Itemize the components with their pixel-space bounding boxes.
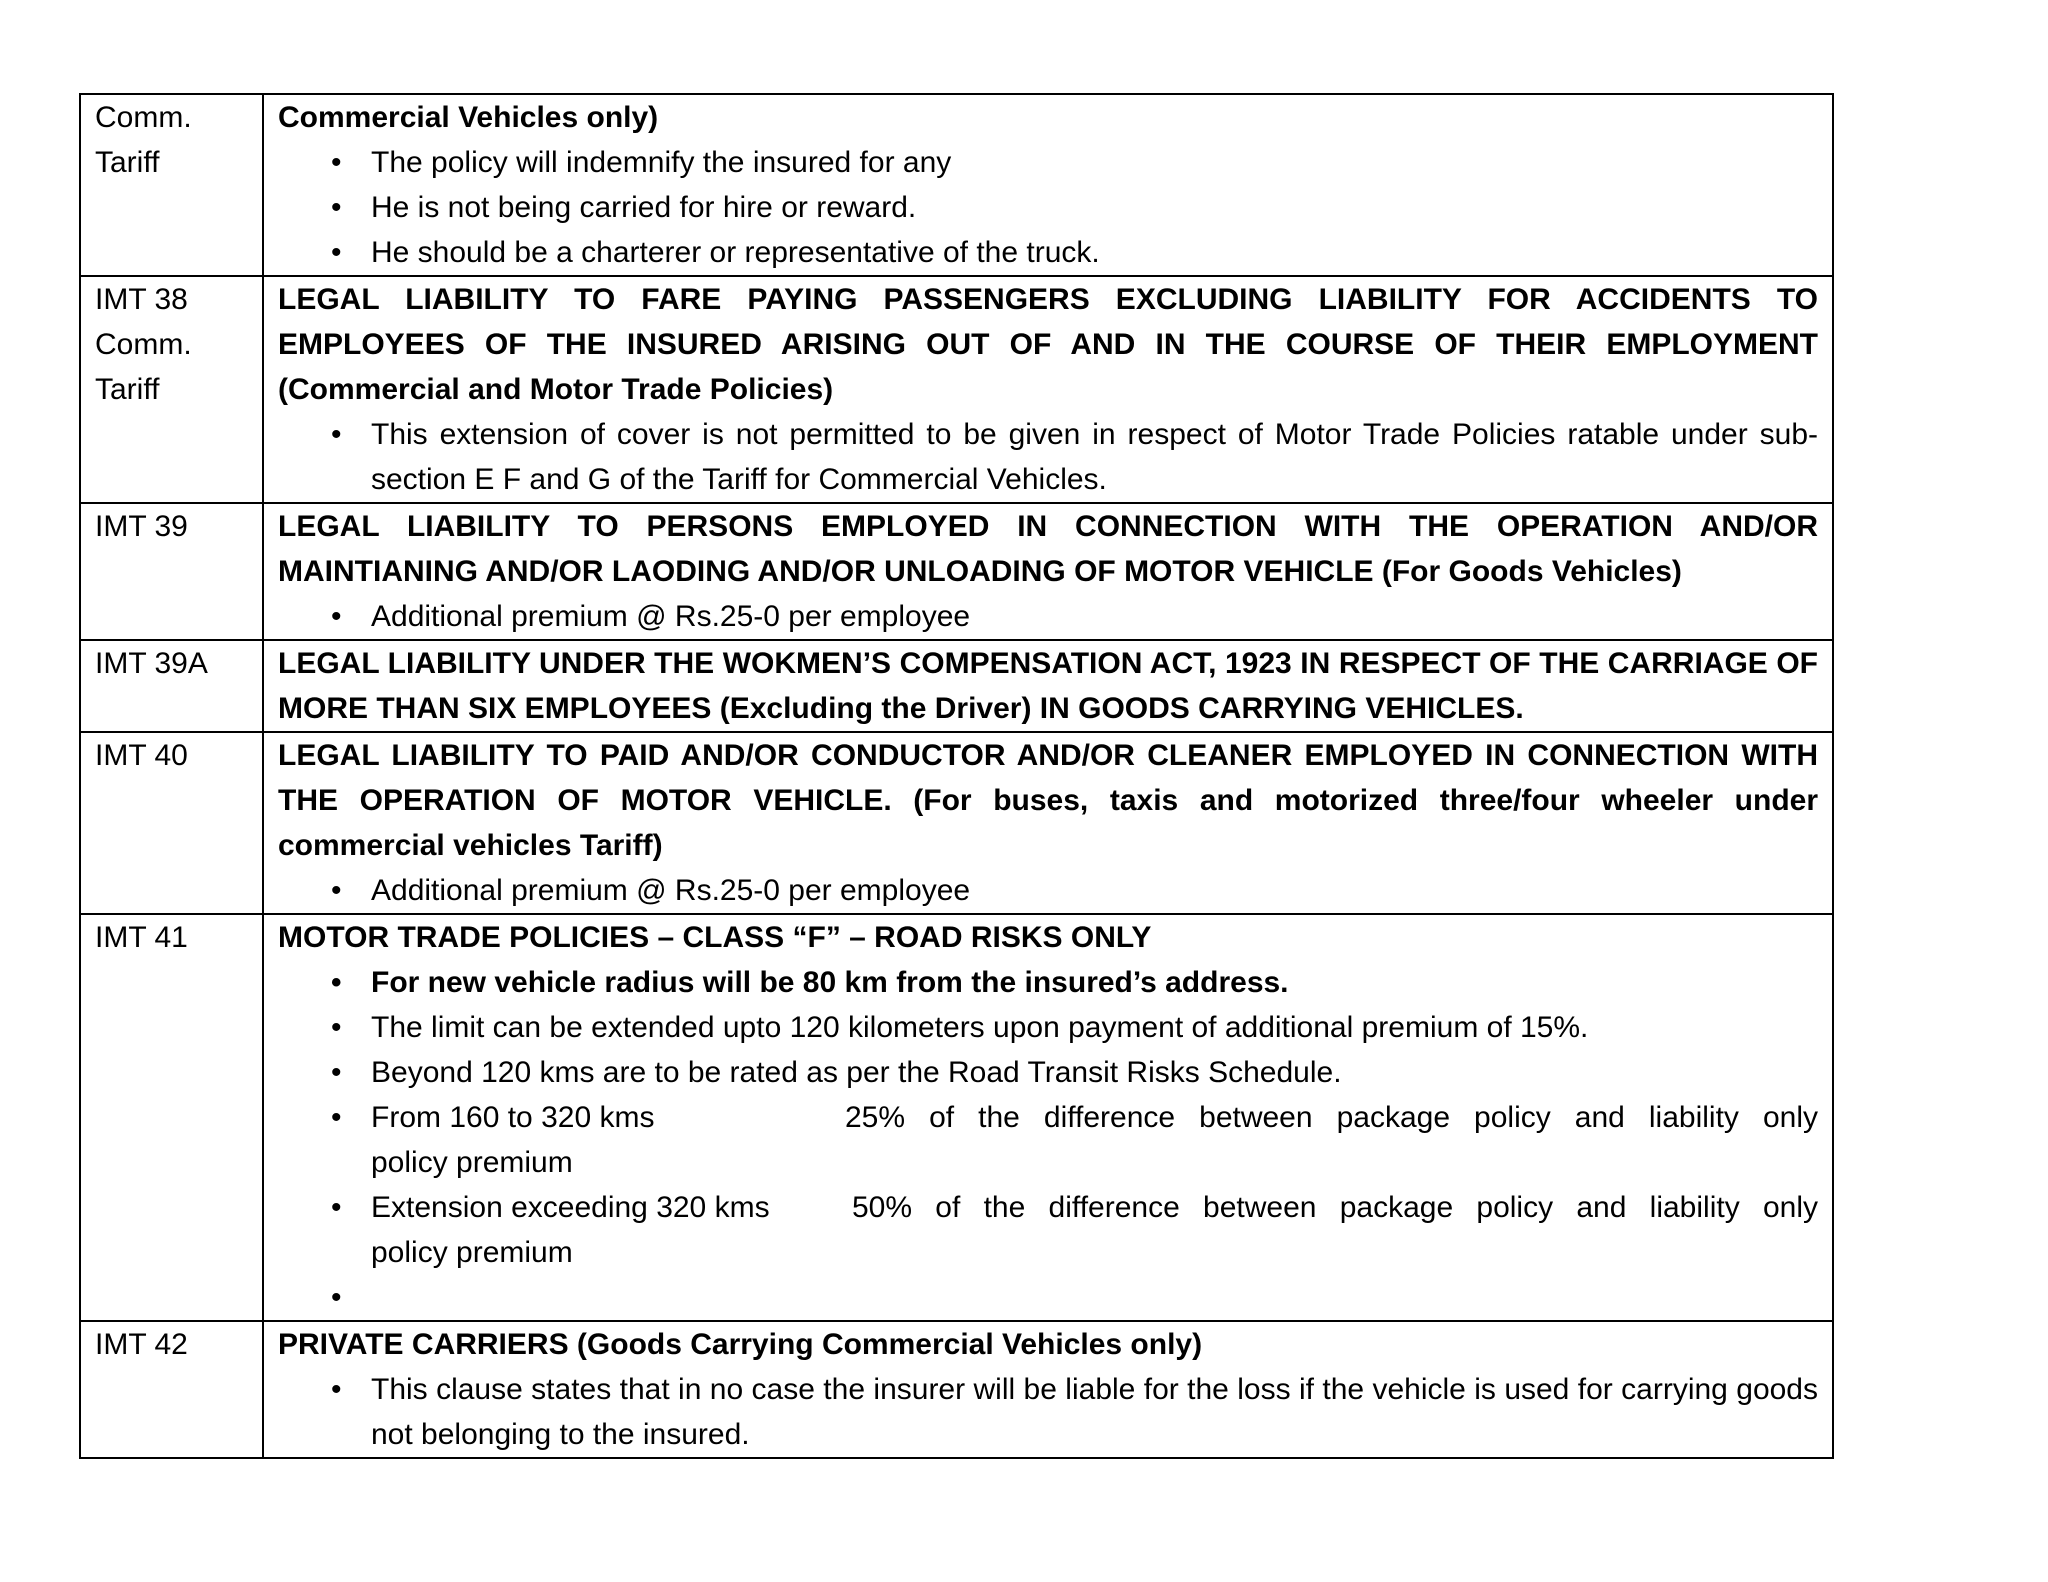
clause-description-cell: [263, 914, 1833, 1321]
table-row: [80, 94, 1833, 276]
clause-code: Tariff: [95, 373, 160, 406]
clause-heading: LEGAL LIABILITY TO PAID AND/OR CONDUCTOR AND/OR CLEANER EMPLOYED IN CONNECTION WITH THE OPERATION OF MOTOR VEHICLE. (For buses, taxis and motorized three/four wheeler under commercial vehicles Tariff): [278, 739, 1818, 862]
clause-description-cell: [263, 276, 1833, 503]
list-item: [278, 594, 1818, 639]
table-row: [80, 1321, 1833, 1458]
bullet-text: He should be a charterer or representative of the truck.: [371, 236, 1100, 269]
bullet-list: [278, 412, 1818, 502]
distance-label: From 160 to 320 kms: [371, 1101, 655, 1134]
bullet-list: [278, 594, 1818, 639]
list-item: [278, 1095, 1818, 1185]
clause-code-cell: [80, 914, 263, 1321]
bullet-text: The policy will indemnify the insured for any: [371, 146, 952, 179]
bullet-dot-icon: •: [331, 600, 342, 633]
bullet-continuation: policy premium: [371, 1236, 573, 1269]
table-row: [80, 640, 1833, 732]
bullet-text: Beyond 120 kms are to be rated as per the Road Transit Risks Schedule.: [371, 1056, 1342, 1089]
table-row: [80, 914, 1833, 1321]
tabbed-line: [371, 1095, 1818, 1140]
clause-heading: PRIVATE CARRIERS (Goods Carrying Commercial Vehicles only): [278, 1328, 1203, 1361]
clause-heading: LEGAL LIABILITY UNDER THE WOKMEN’S COMPENSATION ACT, 1923 IN RESPECT OF THE CARRIAGE OF MORE THAN SIX EMPLOYEES (Excluding the Driver) IN GOODS CARRYING VEHICLES.: [278, 647, 1818, 725]
bullet-dot-icon: •: [331, 236, 342, 269]
bullet-text: This extension of cover is not permitted to be given in respect of Motor Trade Policies ratable under sub-section E F and G of the Tariff for Commercial Vehicles.: [371, 418, 1818, 496]
clause-code: IMT 40: [95, 739, 188, 772]
table-row: [80, 503, 1833, 640]
bullet-dot-icon: •: [331, 1281, 342, 1314]
bullet-dot-icon: •: [331, 874, 342, 907]
list-item: [278, 1367, 1818, 1457]
list-item: [278, 1005, 1818, 1050]
bullet-text: The limit can be extended upto 120 kilometers upon payment of additional premium of 15%.: [371, 1011, 1589, 1044]
bullet-list: [278, 960, 1818, 1320]
list-item: [278, 868, 1818, 913]
clause-code: IMT 38: [95, 283, 188, 316]
clause-code-cell: [80, 94, 263, 276]
bullet-dot-icon: •: [331, 191, 342, 224]
list-item: [278, 230, 1818, 275]
clause-heading: LEGAL LIABILITY TO FARE PAYING PASSENGERS EXCLUDING LIABILITY FOR ACCIDENTS TO EMPLOYEES OF THE INSURED ARISING OUT OF AND IN THE COURSE OF THEIR EMPLOYMENT (Commercial and Motor Trade Policies): [278, 283, 1818, 406]
bullet-dot-icon: •: [331, 966, 342, 999]
clause-heading: Commercial Vehicles only): [278, 101, 659, 134]
clause-description-cell: [263, 503, 1833, 640]
list-item: [278, 412, 1818, 502]
rate-text: 50% of the difference between package policy and liability only: [852, 1191, 1818, 1224]
tabbed-line: [371, 1185, 1818, 1230]
bullet-text: [371, 1281, 379, 1314]
distance-label: Extension exceeding 320 kms: [371, 1191, 770, 1224]
bullet-text: He is not being carried for hire or reward.: [371, 191, 917, 224]
clause-code: Comm.: [95, 328, 192, 361]
table-row: [80, 276, 1833, 503]
clause-description-cell: [263, 94, 1833, 276]
clause-code: Comm.: [95, 101, 192, 134]
list-item: [278, 1050, 1818, 1095]
clause-description-cell: [263, 732, 1833, 914]
clause-heading: MOTOR TRADE POLICIES – CLASS “F” – ROAD RISKS ONLY: [278, 921, 1152, 954]
clause-code: IMT 39: [95, 510, 188, 543]
clause-code-cell: [80, 732, 263, 914]
bullet-continuation: policy premium: [371, 1146, 573, 1179]
clause-code-cell: [80, 276, 263, 503]
bullet-text: This clause states that in no case the insurer will be liable for the loss if the vehicle is used for carrying goods not belonging to the insured.: [371, 1373, 1818, 1451]
clause-description-cell: [263, 1321, 1833, 1458]
bullet-list: [278, 140, 1818, 275]
bullet-dot-icon: •: [331, 1011, 342, 1044]
clause-heading: LEGAL LIABILITY TO PERSONS EMPLOYED IN CONNECTION WITH THE OPERATION AND/OR MAINTIANING AND/OR LAODING AND/OR UNLOADING OF MOTOR VEHICLE (For Goods Vehicles): [278, 510, 1818, 588]
bullet-dot-icon: •: [331, 1101, 342, 1134]
list-item: [278, 960, 1818, 1005]
clause-code: IMT 39A: [95, 647, 208, 680]
clause-description-cell: [263, 640, 1833, 732]
list-item: [278, 1275, 1818, 1320]
bullet-text: Additional premium @ Rs.25-0 per employee: [371, 600, 971, 633]
clause-code: IMT 42: [95, 1328, 188, 1361]
clause-code-cell: [80, 503, 263, 640]
list-item: [278, 1185, 1818, 1275]
clauses-table: [79, 93, 1834, 1459]
bullet-dot-icon: •: [331, 418, 342, 451]
bullet-dot-icon: •: [331, 1056, 342, 1089]
bullet-text: Additional premium @ Rs.25-0 per employee: [371, 874, 971, 907]
bullet-dot-icon: •: [331, 146, 342, 179]
bullet-text: For new vehicle radius will be 80 km from the insured’s address.: [371, 966, 1289, 999]
clause-code: IMT 41: [95, 921, 188, 954]
bullet-list: [278, 1367, 1818, 1457]
list-item: [278, 140, 1818, 185]
table-row: [80, 732, 1833, 914]
bullet-dot-icon: •: [331, 1191, 342, 1224]
clause-code: Tariff: [95, 146, 160, 179]
clause-code-cell: [80, 1321, 263, 1458]
bullet-dot-icon: •: [331, 1373, 342, 1406]
clause-code-cell: [80, 640, 263, 732]
list-item: [278, 185, 1818, 230]
rate-text: 25% of the difference between package policy and liability only: [845, 1101, 1818, 1134]
bullet-list: [278, 868, 1818, 913]
